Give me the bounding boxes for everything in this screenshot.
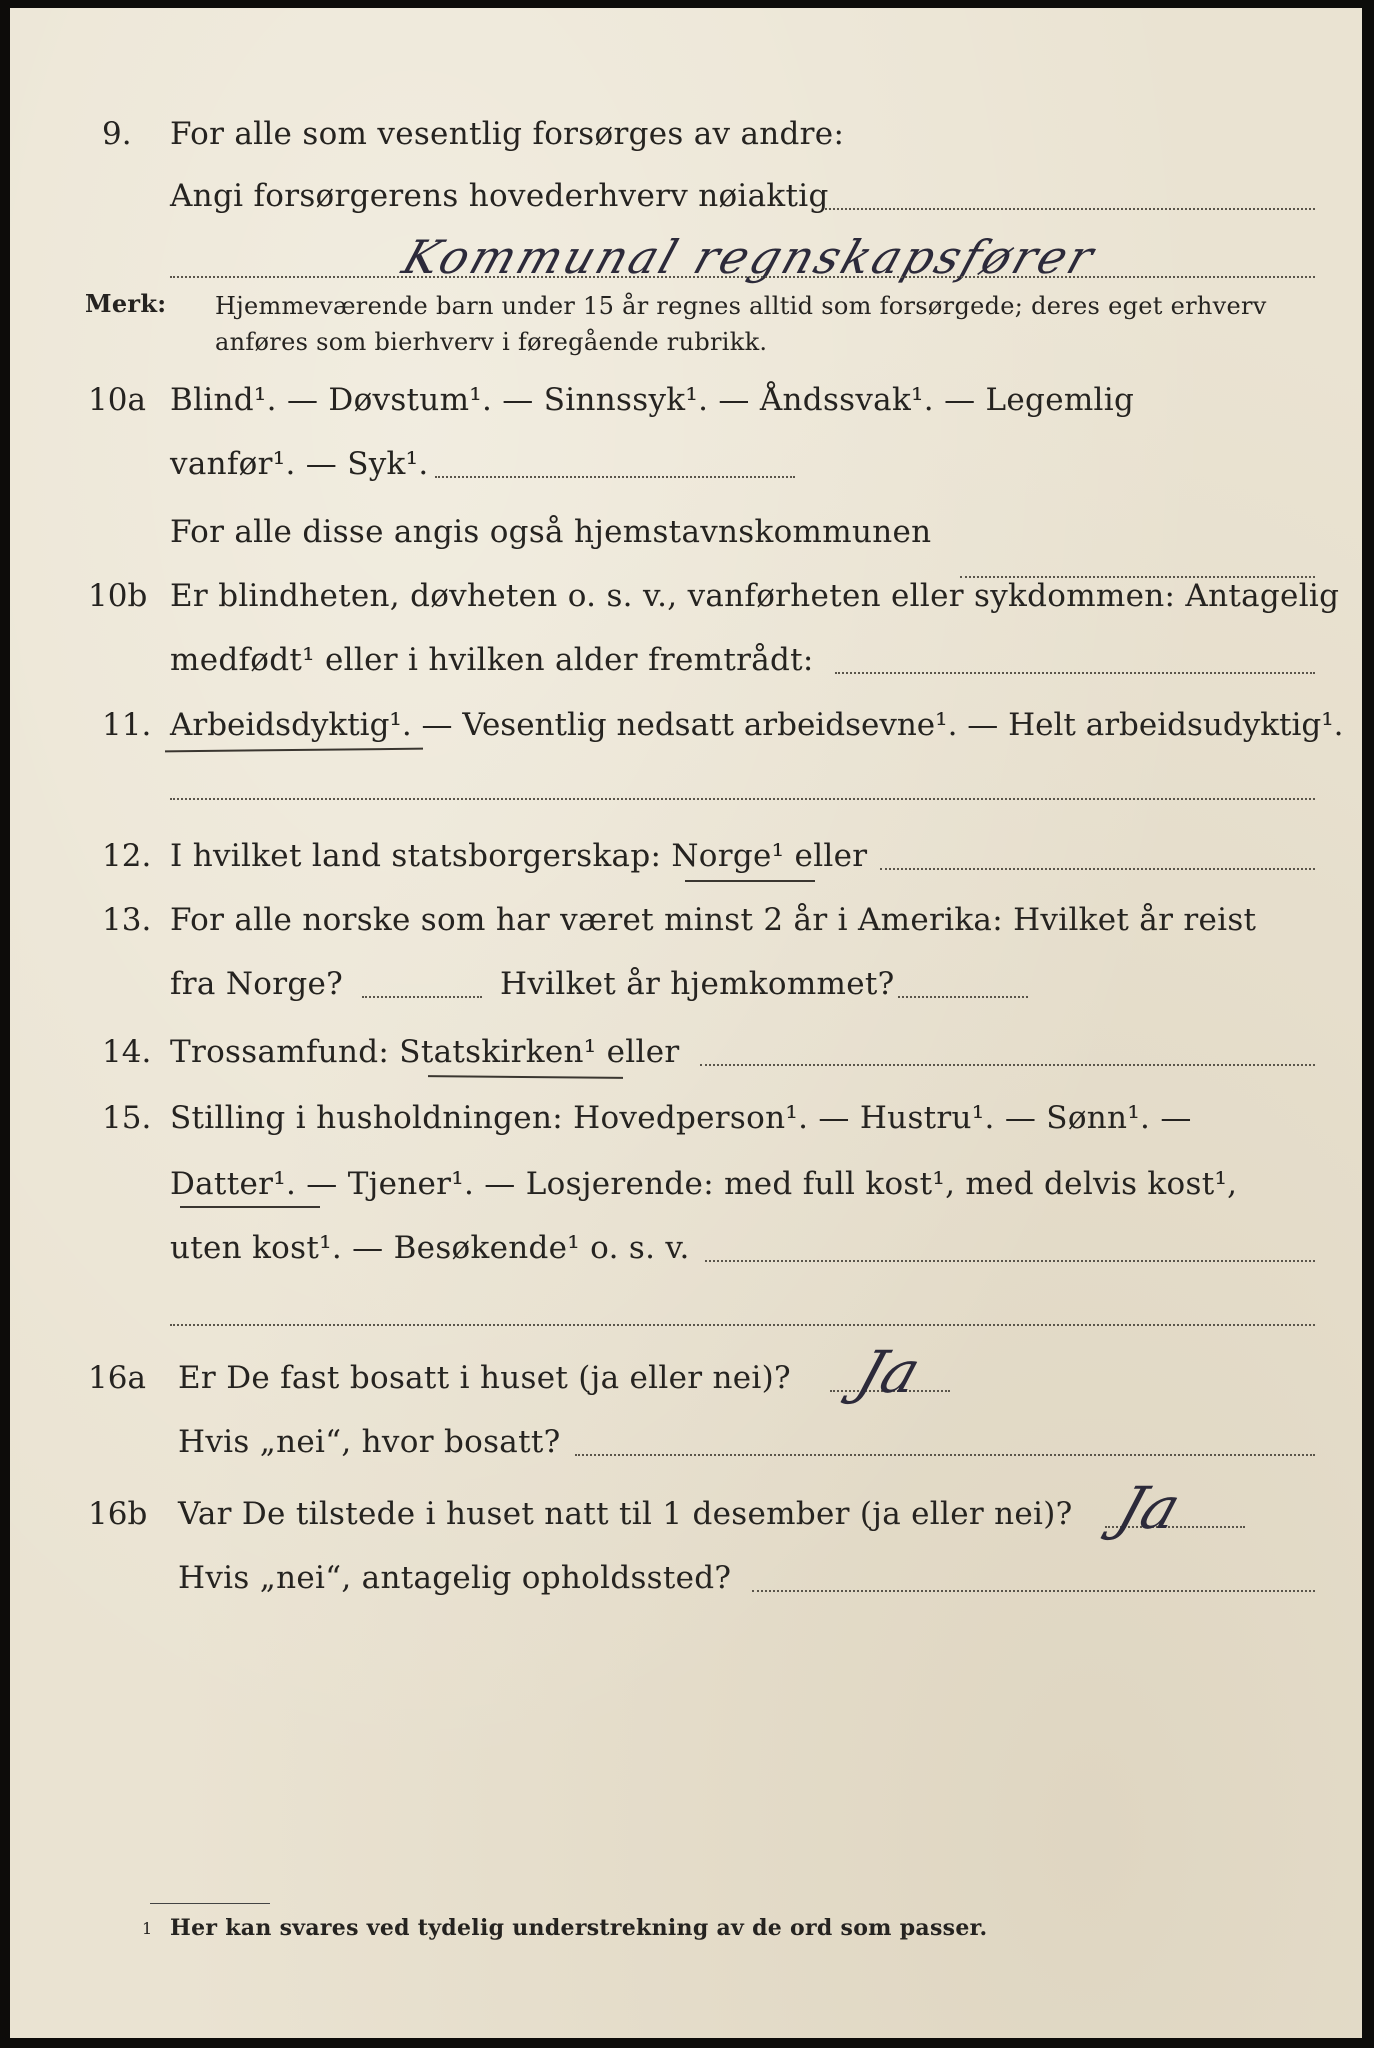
q10b-number: 10b [88,578,148,614]
q16a-where-line[interactable] [575,1454,1315,1456]
q10b-question-2: medfødt¹ eller i hvilken alder fremtrådt: [170,642,814,678]
q15-question: Stilling i husholdningen: Hovedperson¹. — Hustru¹. — Sønn¹. — [170,1100,1192,1136]
census-form-page [10,8,1362,2038]
q16a-handwritten-answer: Ja [848,1338,929,1406]
q14-question: Trossamfund: Statskirken¹ eller [170,1034,680,1070]
q16a-where-prompt: Hvis „nei“, hvor bosatt? [178,1424,561,1460]
q13-left-prompt: fra Norge? [170,966,344,1002]
q12-question: I hvilket land statsborgerskap: Norge¹ eller [170,838,868,874]
q10a-hometown-prompt: For alle disse angis også hjemstavnskommunen [170,514,932,550]
footnote-text: Her kan svares ved tydelig understrekning av de ord som passer. [170,1915,988,1941]
merk-text-line1: Hjemmeværende barn under 15 år regnes alltid som forsørgede; deres eget erhverv [215,292,1267,320]
q15-answer-line-2[interactable] [170,1324,1315,1326]
q9-prompt: Angi forsørgerens hovederhverv nøiaktig [170,178,829,214]
q14-underline-statskirken [428,1075,623,1079]
q10a-options: Blind¹. — Døvstum¹. — Sinnssyk¹. — Åndssvak¹. — Legemlig [170,382,1135,418]
q16a-question: Er De fast bosatt i huset (ja eller nei)? [178,1360,791,1396]
q13-return-prompt: Hvilket år hjemkommet? [500,966,895,1002]
q13-year-return-line[interactable] [898,996,1028,998]
q15-underline-datter [180,1206,320,1208]
q15-options: Datter¹. — Tjener¹. — Losjerende: med full kost¹, med delvis kost¹, [170,1166,1238,1202]
q9-question: For alle som vesentlig forsørges av andre: [170,116,845,152]
q16a-number: 16a [88,1360,146,1396]
q9-number: 9. [102,116,132,152]
q11-answer-line[interactable] [170,798,1315,800]
q10a-options-2: vanfør¹. — Syk¹. [170,446,429,482]
q10a-number: 10a [88,382,146,418]
q11-options: Arbeidsdyktig¹. — Vesentlig nedsatt arbeidsevne¹. — Helt arbeidsudyktig¹. [170,707,1344,743]
footnote-mark: 1 [142,1919,153,1938]
merk-label: Merk: [85,289,167,318]
q12-number: 12. [102,838,152,874]
q16b-number: 16b [88,1496,148,1532]
q10b-answer-line[interactable] [835,672,1315,674]
q16b-handwritten-answer: Ja [1108,1474,1189,1542]
q16b-question: Var De tilstede i huset natt til 1 desember (ja eller nei)? [178,1496,1073,1532]
q11-number: 11. [102,707,152,743]
q9-handwritten-answer: Kommunal regnskapsfører [396,230,1104,284]
q10a-answer-line[interactable] [435,476,795,478]
q13-number: 13. [102,902,152,938]
q13-year-left-line[interactable] [362,996,482,998]
q14-answer-line[interactable] [700,1064,1315,1066]
q15-number: 15. [102,1100,152,1136]
q13-question: For alle norske som har været minst 2 år i Amerika: Hvilket år reist [170,902,1257,938]
q16b-whereabouts-prompt: Hvis „nei“, antagelig opholdssted? [178,1560,732,1596]
footnote-rule [150,1903,270,1904]
q16b-whereabouts-line[interactable] [752,1590,1315,1592]
q15-answer-line[interactable] [705,1260,1315,1262]
q11-underline-arbeidsdyktig [165,748,423,753]
q12-answer-line[interactable] [880,868,1315,870]
q10b-question: Er blindheten, døvheten o. s. v., vanførheten eller sykdommen: Antagelig [170,578,1340,614]
q14-number: 14. [102,1034,152,1070]
q12-underline-norge [685,880,815,882]
q9-answer-line[interactable] [825,208,1315,210]
merk-text-line2: anføres som bierhverv i føregående rubrikk. [215,328,768,356]
q9-answer-line-2[interactable] [170,276,1315,278]
q15-options-2: uten kost¹. — Besøkende¹ o. s. v. [170,1230,690,1266]
